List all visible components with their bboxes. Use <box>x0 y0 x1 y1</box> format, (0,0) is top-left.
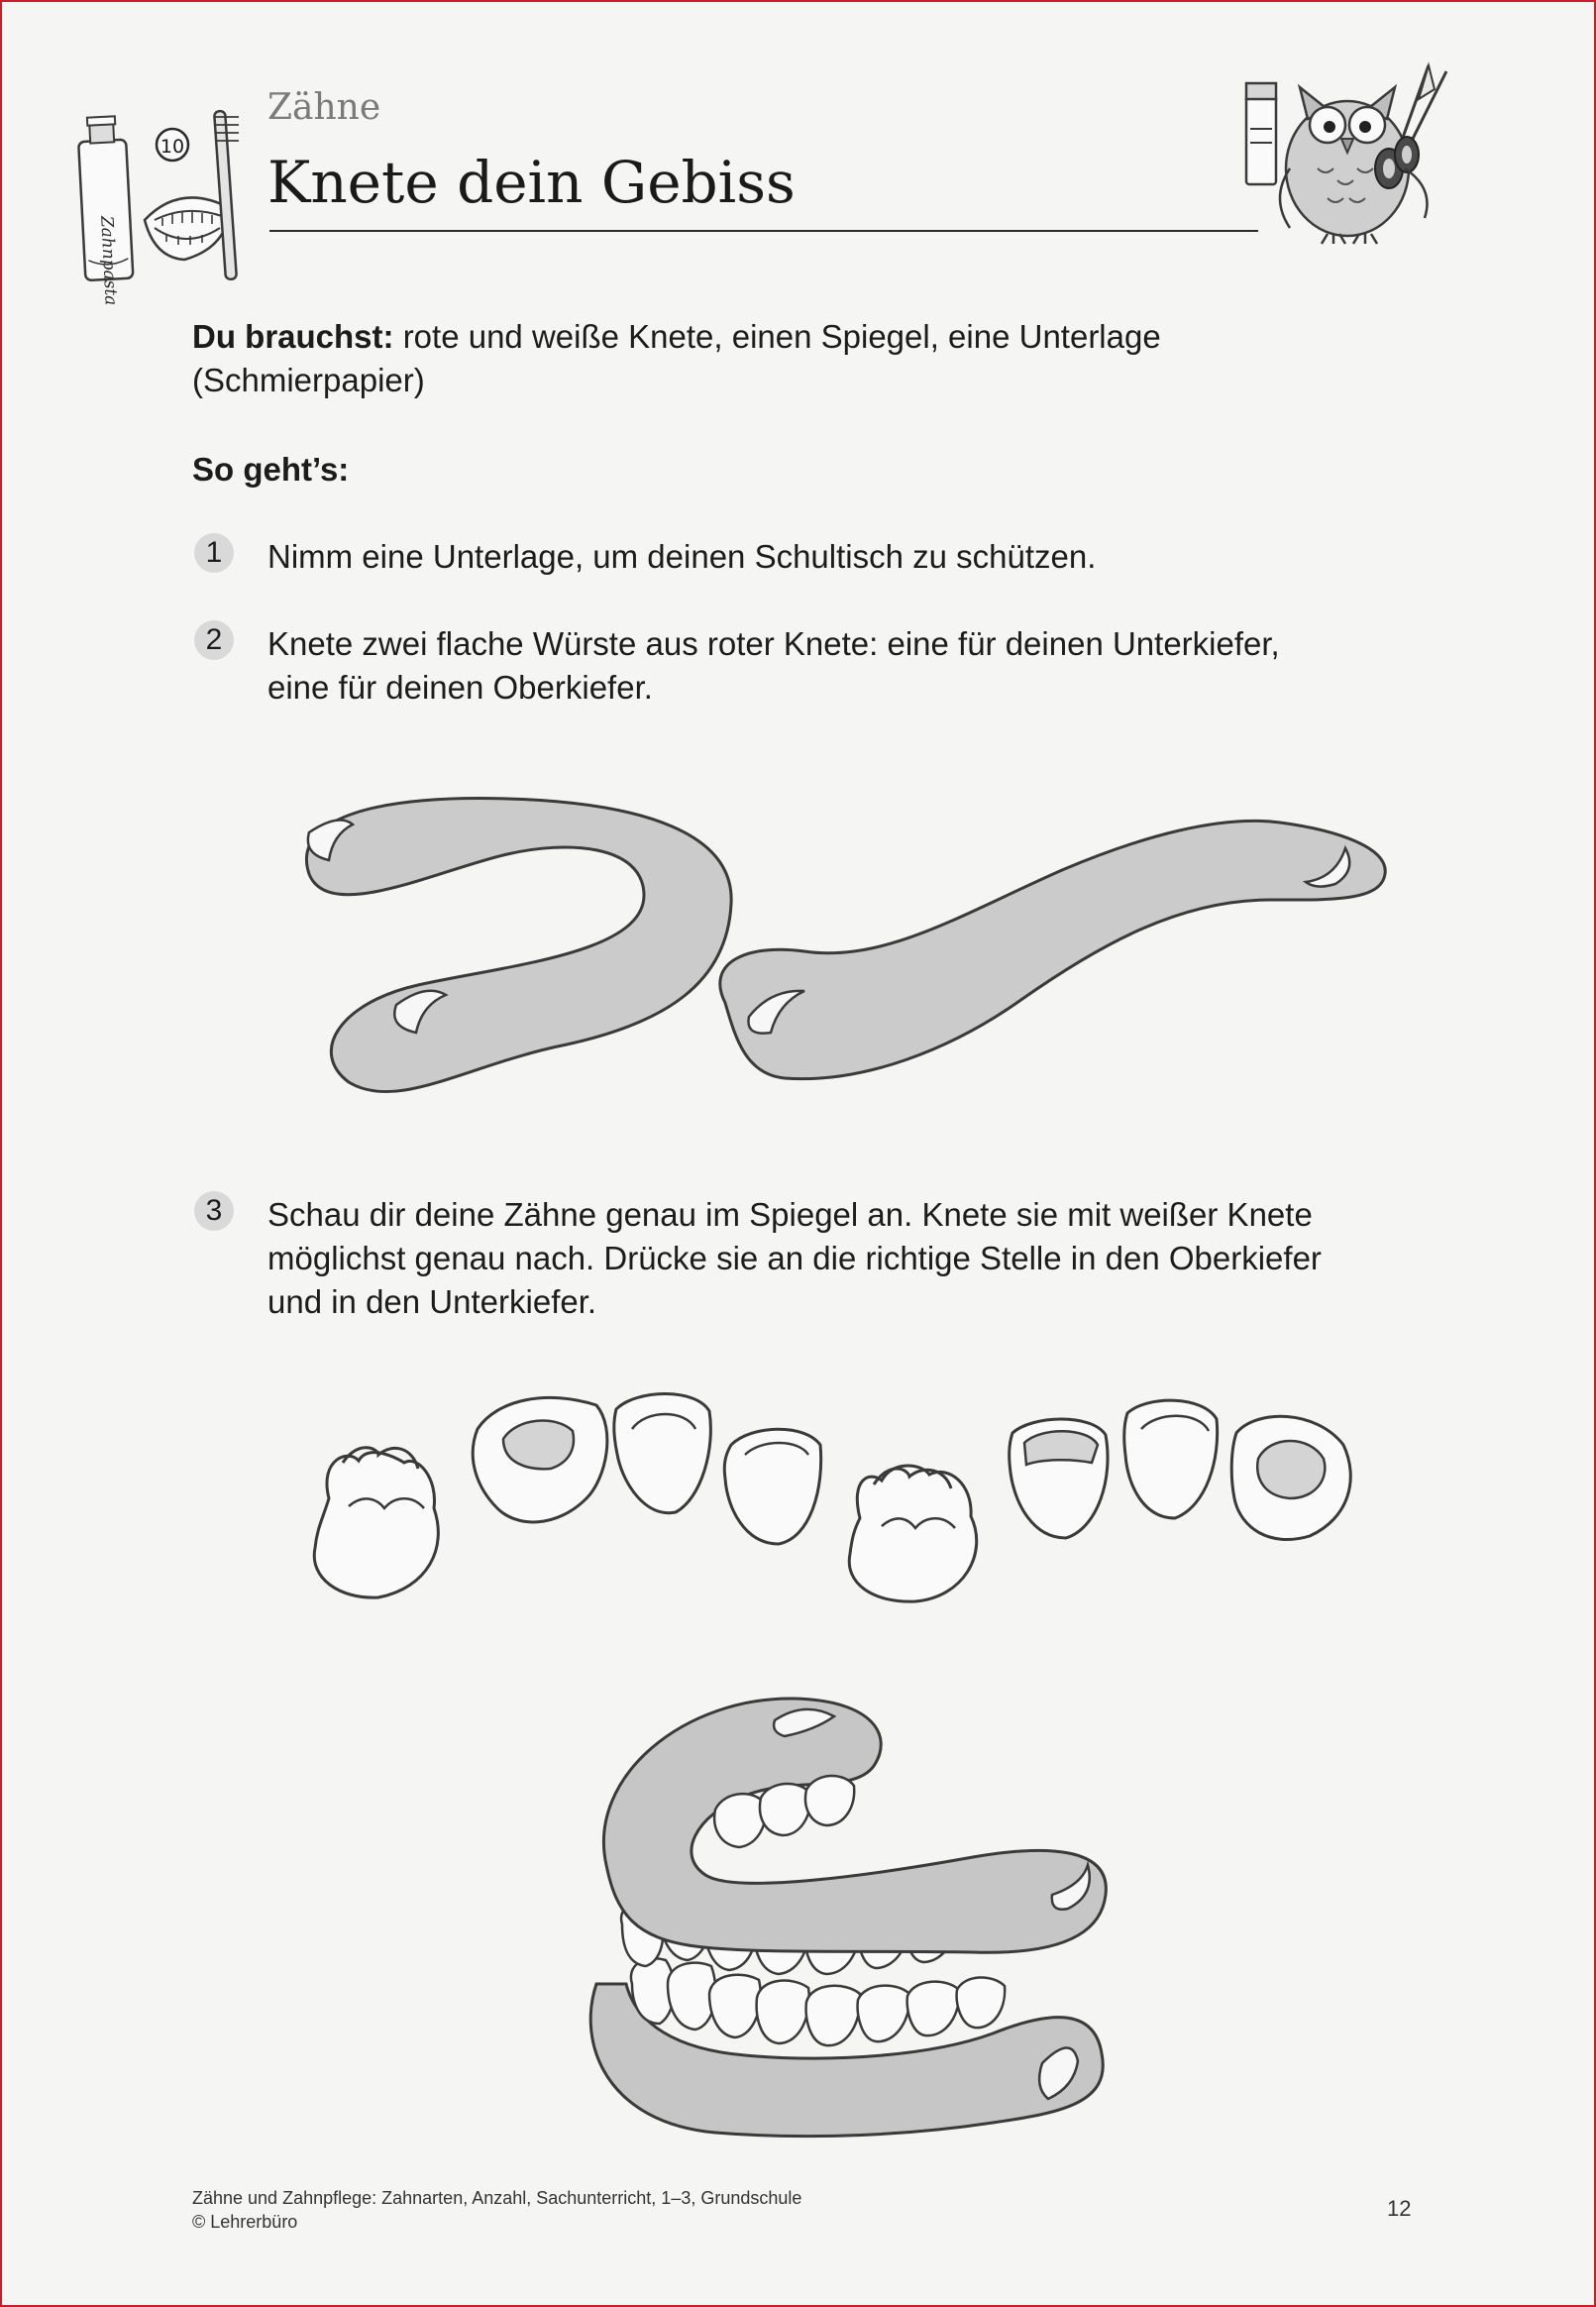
footer-source <box>192 2186 801 2234</box>
canine-tooth <box>1124 1400 1218 1518</box>
step-2-line: Knete zwei flache Würste aus roter Knete: eine für deinen Unterkiefer, <box>267 625 1280 662</box>
badge-number: 10 <box>160 136 185 158</box>
chapter-label: Zähne <box>267 87 381 128</box>
owl-mascot-icon <box>1230 59 1468 248</box>
instructions-heading: So geht’s: <box>192 451 350 488</box>
clay-sausage-lower <box>720 821 1385 1078</box>
step-3-line: Schau dir deine Zähne genau im Spiegel an. Knete sie mit weißer Knete <box>267 1196 1313 1233</box>
page-number: 12 <box>1387 2196 1412 2221</box>
materials-label: Du brauchst: <box>192 318 394 355</box>
incisor-tooth <box>724 1429 820 1544</box>
materials-text: rote und weiße Knete, einen Spiegel, eine Unterlage <box>402 318 1161 355</box>
clay-sausages-illustration <box>269 775 1399 1112</box>
clay-teeth-row-illustration <box>309 1389 1369 1607</box>
step-3-number: 3 <box>194 1191 234 1231</box>
dental-care-icon <box>63 101 271 306</box>
canine-tooth <box>614 1394 711 1513</box>
materials-block <box>192 315 1421 402</box>
step-2-line: eine für deinen Oberkiefer. <box>267 669 653 706</box>
title-divider <box>269 230 1258 232</box>
step-3-line: und in den Unterkiefer. <box>267 1283 597 1320</box>
molar-tooth <box>849 1466 976 1601</box>
step-2-text <box>267 622 1456 710</box>
step-1-line: Nimm eine Unterlage, um deinen Schultisch zu schützen. <box>267 538 1097 575</box>
clay-denture-illustration <box>577 1687 1112 2152</box>
page-title: Knete dein Gebiss <box>267 149 796 216</box>
step-3-line: möglichst genau nach. Drücke sie an die richtige Stelle in den Oberkiefer <box>267 1240 1322 1276</box>
tube-label: Zahnpasta <box>96 215 121 306</box>
step-3-text <box>267 1193 1476 1324</box>
step-2-number: 2 <box>194 620 234 660</box>
footer-line-2: © Lehrerbüro <box>192 2212 298 2232</box>
materials-text-line2: (Schmierpapier) <box>192 362 425 398</box>
upper-jaw-clay <box>603 1699 1106 1952</box>
footer-line-1: Zähne und Zahnpflege: Zahnarten, Anzahl, Sachunterricht, 1–3, Grundschule <box>192 2188 802 2208</box>
molar-tooth <box>314 1453 438 1598</box>
clay-sausage-upper <box>306 799 731 1092</box>
step-1-number: 1 <box>194 533 234 573</box>
step-1-text <box>267 535 1397 579</box>
